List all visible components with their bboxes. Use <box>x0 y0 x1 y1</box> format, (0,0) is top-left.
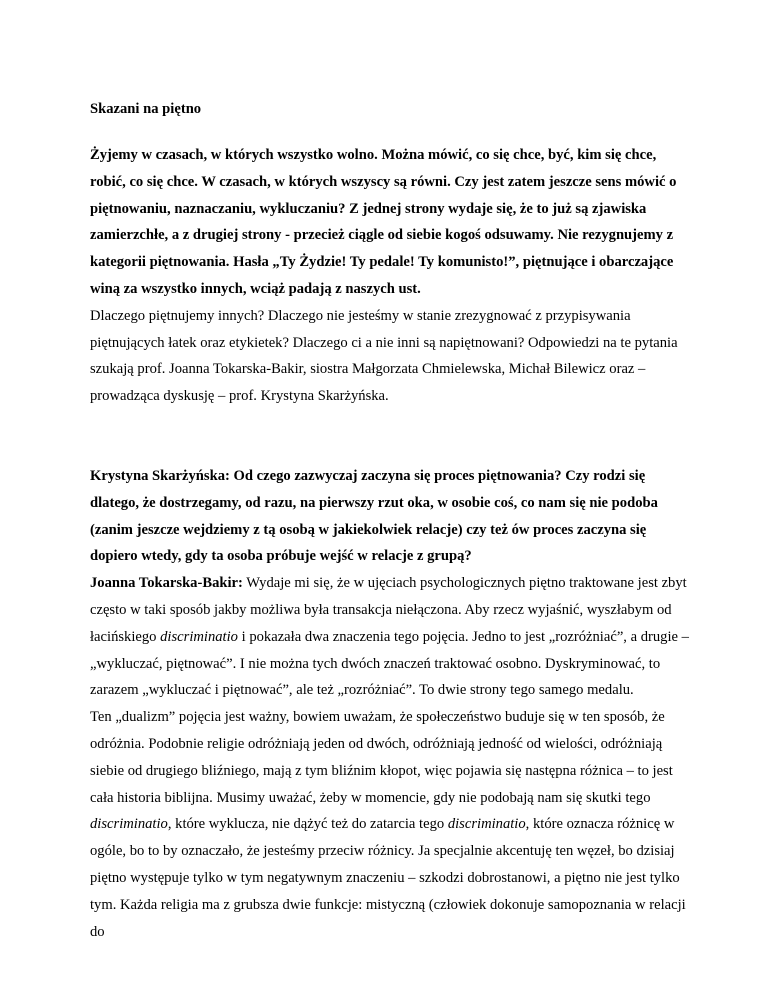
latin-term: discriminatio <box>447 816 526 833</box>
speaker-name: Joanna Tokarska-Bakir: <box>90 575 243 592</box>
section-gap <box>90 410 690 463</box>
intro-paragraph: Dlaczego piętnujemy innych? Dlaczego nie jesteśmy w stanie zrezygnować z przypisywania piętnujących łatek oraz etykietek? Dlaczego ci a nie inni są napiętnowani? Odpowiedzi na te pytania szukają prof. Joanna Tokarska-Bakir, siostra Małgorzata Chmielewska, Michał Bilewicz oraz – prowadząca dyskusję – prof. Krystyna Skarżyńska. <box>90 307 678 405</box>
moderator-question: Krystyna Skarżyńska: Od czego zazwyczaj zaczyna się proces piętnowania? Czy rodzi się dlatego, że dostrzegamy, od razu, na pierwszy rzut oka, w osobie coś, co nam się nie podoba (zanim jeszcze wejdziemy z tą osobą w jakiekolwiek relacje) czy też ów proces zaczyna się dopiero wtedy, gdy ta osoba próbuje wejść w relacje z grupą? <box>90 467 658 565</box>
answer-text: i pokazała dwa znaczenia tego pojęcia. Jedno to jest „rozróżniać”, a drugie – „wykluczać, piętnować”. I nie można tych dwóch znaczeń traktować osobno. Dyskryminować, to zarazem „wykluczać i piętnować”, ale też „rozróżniać”. To dwie strony tego samego medalu. <box>90 628 689 699</box>
lead-paragraph: Żyjemy w czasach, w których wszystko wolno. Można mówić, co się chce, być, kim się chce, robić, co się chce. W czasach, w których wszyscy są równi. Czy jest zatem jeszcze sens mówić o piętnowaniu, naznaczaniu, wykluczaniu? Z jednej strony wydaje się, że to już są zjawiska zamierzchłe, a z drugiej strony - przecież ciągle od siebie kogoś odsuwamy. Nie rezygnujemy z kategorii piętnowania. Hasła „Ty Żydzie! Ty pedale! Ty komunisto!”, piętnujące i obarczające winą za wszystko innych, wciąż padają z naszych ust. <box>90 147 677 297</box>
latin-term: discriminatio <box>90 816 168 833</box>
document-page <box>90 96 690 945</box>
answer-paragraph-1 <box>90 570 690 704</box>
latin-term: discriminatio <box>160 628 238 645</box>
document-title: Skazani na piętno <box>90 101 202 117</box>
answer-text: , które wyklucza, nie dążyć też do zatarcia tego <box>167 816 448 833</box>
answer-text: Ten „dualizm” pojęcia jest ważny, bowiem uważam, że społeczeństwo buduje się w ten sposób, że odróżnia. Podobnie religie odróżniają jeden od dwóch, odróżniają jedność od wielości, odróżniają siebie od drugiego bliźniego, mają z tym bliźnim kłopot, więc pojawia się następna różnica – to jest cała historia biblijna. Musimy uważać, żeby w momencie, gdy nie podobają nam się skutki tego <box>90 709 673 806</box>
answer-text: , które oznacza różnicę w ogóle, bo to by oznaczało, że jesteśmy przeciw różnicy. Ja specjalnie akcentuję ten węzeł, bo dzisiaj piętno występuje tylko w tym negatywnym znaczeniu – szkodzi dobrostanowi, a piętno nie jest tylko tym. Każda religia ma z grubsza dwie funkcje: mistyczną (człowiek dokonuje samopoznania w relacji do <box>90 816 686 940</box>
answer-text: Wydaje mi się, że w ujęciach psychologicznych piętno traktowane jest zbyt często w taki sposób jakby możliwa była transakcja niełączona. Aby rzecz wyjaśnić, wyszłabym od łacińskiego <box>90 575 687 645</box>
answer-paragraph-2 <box>90 704 690 945</box>
